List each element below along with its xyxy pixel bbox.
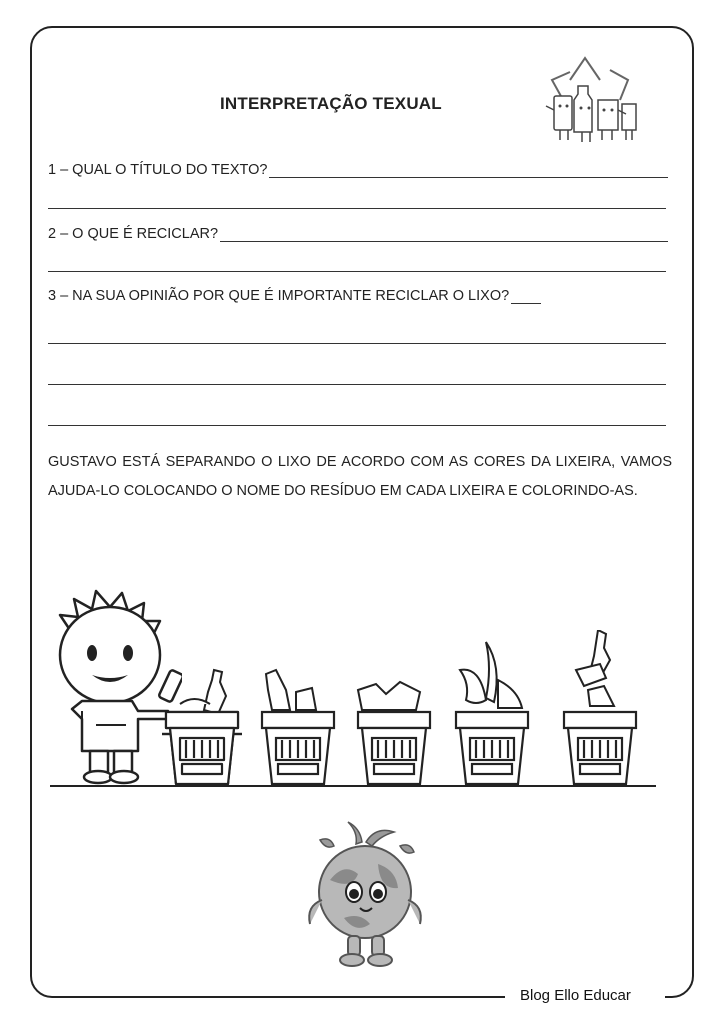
answer-line[interactable] (48, 343, 666, 344)
answer-line[interactable] (48, 384, 666, 385)
question-3-answer-line[interactable] (511, 291, 541, 304)
question-2 (48, 226, 668, 242)
recycling-bins-illustration (160, 630, 650, 790)
answer-line[interactable] (48, 425, 666, 426)
page-title: INTERPRETAÇÃO TEXUAL (220, 94, 442, 113)
footer-credit: Blog Ello Educar (520, 987, 631, 1004)
question-2-label: 2 – O QUE É RECICLAR? (48, 226, 219, 242)
ground-line (50, 785, 656, 787)
earth-mascot-icon (300, 820, 430, 970)
question-2-answer-line[interactable] (220, 229, 668, 242)
question-3-label: 3 – NA SUA OPINIÃO POR QUE É IMPORTANTE RECICLAR O LIXO? (48, 288, 510, 304)
recycling-characters-icon (540, 50, 650, 146)
question-3 (48, 288, 668, 304)
question-1-label: 1 – QUAL O TÍTULO DO TEXTO? (48, 162, 268, 178)
answer-line[interactable] (48, 208, 666, 209)
instructions-paragraph: GUSTAVO ESTÁ SEPARANDO O LIXO DE ACORDO COM AS CORES DA LIXEIRA, VAMOS AJUDA-LO COLOCANDO O NOME DO RESÍDUO EM CADA LIXEIRA E COLORINDO-AS. (48, 454, 672, 499)
question-1-answer-line[interactable] (269, 165, 668, 178)
answer-line[interactable] (48, 271, 666, 272)
question-1 (48, 162, 668, 178)
